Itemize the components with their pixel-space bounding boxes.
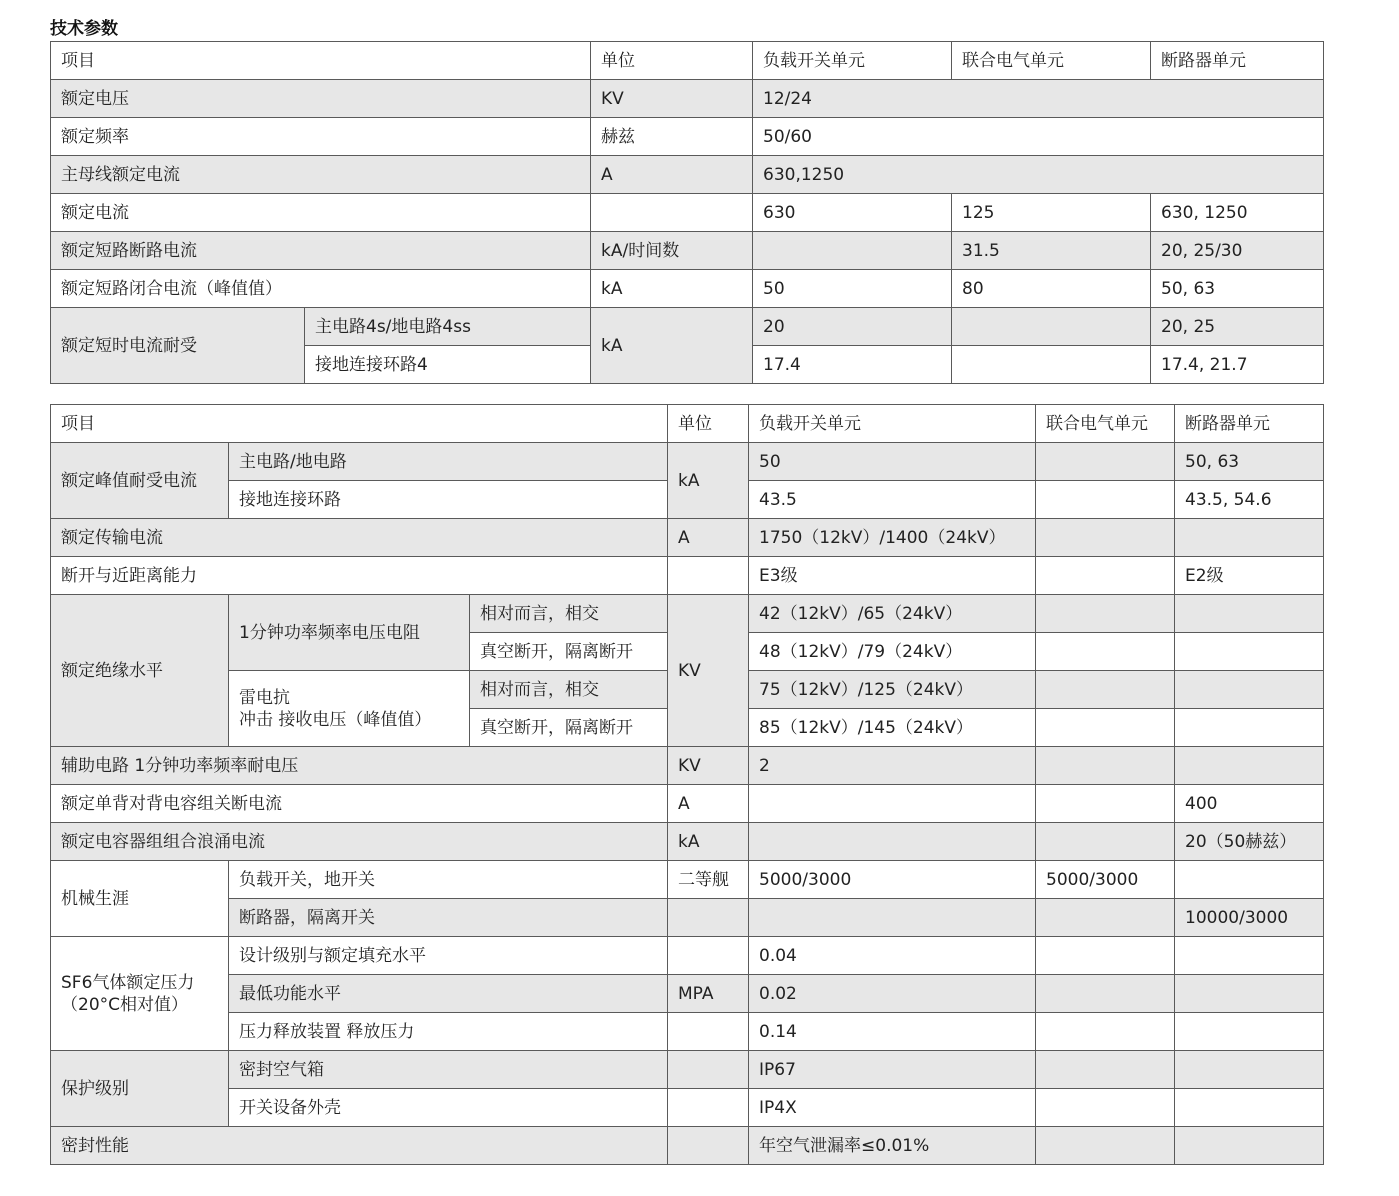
table-row [51,519,1324,557]
cell-combined [1036,1013,1175,1051]
cell-breaker [1175,747,1324,785]
row-unit [668,899,749,937]
cell-combined [1036,823,1175,861]
row-unit: KV [668,747,749,785]
table-row [51,557,1324,595]
table-row [51,118,1324,156]
cell-combined [1036,975,1175,1013]
row-label: 保护级别 [51,1051,229,1127]
row-unit: A [591,156,753,194]
cell-load-switch: 0.04 [749,937,1036,975]
cell-breaker [1175,1013,1324,1051]
header-combined: 联合电气单元 [952,42,1151,80]
cell-breaker: 10000/3000 [1175,899,1324,937]
row-label: 额定短路断路电流 [51,232,591,270]
row-sublabel: 设计级别与额定填充水平 [229,937,668,975]
row-unit: 二等舰 [668,861,749,899]
cell-load-switch: 85（12kV）/145（24kV） [749,709,1036,747]
row-sublabel: 压力释放装置 释放压力 [229,1013,668,1051]
row-unit: MPA [668,975,749,1013]
row-label: 断开与近距离能力 [51,557,668,595]
row-label: 额定单背对背电容组关断电流 [51,785,668,823]
cell-load-switch: 43.5 [749,481,1036,519]
header-item: 项目 [51,42,591,80]
cell-breaker [1175,975,1324,1013]
cell-combined [1036,481,1175,519]
row-label: 额定电容器组组合浪涌电流 [51,823,668,861]
cell-combined [1036,709,1175,747]
table-row [51,443,1324,481]
row-unit: kA [668,443,749,519]
row-sublabel: 密封空气箱 [229,1051,668,1089]
cell-load-switch: 17.4 [753,346,952,384]
row-label: 密封性能 [51,1127,668,1165]
row-subsublabel: 相对而言，相交 [470,595,668,633]
cell-load-switch: 50 [753,270,952,308]
cell-load-switch [749,823,1036,861]
cell-combined [1036,633,1175,671]
row-label: 主母线额定电流 [51,156,591,194]
cell-combined [1036,1127,1175,1165]
row-label: 额定电压 [51,80,591,118]
cell-breaker: 20（50赫兹） [1175,823,1324,861]
cell-combined: 80 [952,270,1151,308]
cell-breaker [1175,1089,1324,1127]
row-label: 额定峰值耐受电流 [51,443,229,519]
section-title: 技术参数 [50,19,118,39]
cell-combined [1036,899,1175,937]
cell-combined [1036,747,1175,785]
row-subsublabel: 真空断开，隔离断开 [470,709,668,747]
row-unit [668,1127,749,1165]
cell-combined [1036,595,1175,633]
row-label: 额定频率 [51,118,591,156]
row-label: 辅助电路 1分钟功率频率耐电压 [51,747,668,785]
row-value: 50/60 [753,118,1324,156]
cell-breaker: 400 [1175,785,1324,823]
cell-load-switch: 42（12kV）/65（24kV） [749,595,1036,633]
cell-load-switch: 1750（12kV）/1400（24kV） [749,519,1036,557]
row-label: 额定短时电流耐受 [51,308,305,384]
cell-load-switch [749,899,1036,937]
row-unit: KV [668,595,749,747]
cell-load-switch: 20 [753,308,952,346]
row-unit: KV [591,80,753,118]
table-row [51,899,1324,937]
cell-load-switch: 75（12kV）/125（24kV） [749,671,1036,709]
row-unit: A [668,785,749,823]
sublabel-line-2: 冲击 接收电压（峰值值） [239,709,432,730]
row-unit [668,1013,749,1051]
cell-breaker [1175,671,1324,709]
cell-combined [1036,519,1175,557]
table-row [51,747,1324,785]
row-unit: kA [668,823,749,861]
cell-breaker: 20, 25 [1151,308,1324,346]
row-sublabel [229,671,470,747]
cell-combined [1036,785,1175,823]
label-line-1: SF6气体额定压力 [61,972,195,993]
cell-breaker: 50, 63 [1175,443,1324,481]
cell-breaker [1175,1127,1324,1165]
spec-table-1 [50,41,1324,384]
row-sublabel: 最低功能水平 [229,975,668,1013]
row-sublabel: 断路器，隔离开关 [229,899,668,937]
cell-combined [952,308,1151,346]
row-unit: A [668,519,749,557]
cell-load-switch: E3级 [749,557,1036,595]
cell-combined [1036,443,1175,481]
cell-combined: 125 [952,194,1151,232]
cell-load-switch: 2 [749,747,1036,785]
table-row [51,975,1324,1013]
cell-load-switch: 630 [753,194,952,232]
table-row [51,1013,1324,1051]
row-label: 机械生涯 [51,861,229,937]
table-row [51,785,1324,823]
row-label: 额定短路闭合电流（峰值值） [51,270,591,308]
sublabel-line-1: 雷电抗 [239,687,290,708]
row-unit: 赫兹 [591,118,753,156]
cell-breaker [1175,709,1324,747]
row-label: 额定传输电流 [51,519,668,557]
row-sublabel: 主电路4s/地电路4ss [305,308,591,346]
row-label: 额定绝缘水平 [51,595,229,747]
cell-load-switch: 0.14 [749,1013,1036,1051]
row-unit: kA [591,270,753,308]
table-row [51,156,1324,194]
cell-breaker [1175,633,1324,671]
header-item: 项目 [51,405,668,443]
cell-load-switch: 48（12kV）/79（24kV） [749,633,1036,671]
cell-load-switch: IP4X [749,1089,1036,1127]
table-header-row [51,42,1324,80]
header-breaker: 断路器单元 [1151,42,1324,80]
cell-breaker: 630, 1250 [1151,194,1324,232]
cell-combined [1036,1051,1175,1089]
table-row [51,595,1324,633]
header-breaker: 断路器单元 [1175,405,1324,443]
label-line-2: （20°C相对值） [61,994,189,1015]
header-unit: 单位 [591,42,753,80]
cell-load-switch: 年空气泄漏率≤0.01% [749,1127,1036,1165]
cell-breaker: 20, 25/30 [1151,232,1324,270]
cell-combined: 31.5 [952,232,1151,270]
cell-combined [1036,671,1175,709]
cell-load-switch: 50 [749,443,1036,481]
row-unit [668,557,749,595]
row-sublabel: 接地连接环路4 [305,346,591,384]
cell-breaker: 43.5, 54.6 [1175,481,1324,519]
cell-load-switch: 5000/3000 [749,861,1036,899]
row-sublabel: 1分钟功率频率电压电阻 [229,595,470,671]
cell-combined [1036,1089,1175,1127]
row-unit [668,1051,749,1089]
cell-combined [1036,557,1175,595]
row-unit [668,937,749,975]
row-sublabel: 接地连接环路 [229,481,668,519]
row-value: 12/24 [753,80,1324,118]
row-value: 630,1250 [753,156,1324,194]
table-row [51,270,1324,308]
table-row [51,80,1324,118]
cell-load-switch [753,232,952,270]
cell-breaker: 17.4, 21.7 [1151,346,1324,384]
cell-breaker: E2级 [1175,557,1324,595]
cell-breaker [1175,937,1324,975]
row-sublabel: 开关设备外壳 [229,1089,668,1127]
row-unit: kA/时间数 [591,232,753,270]
cell-breaker [1175,519,1324,557]
row-unit: kA [591,308,753,384]
table-row [51,1051,1324,1089]
cell-combined [1036,937,1175,975]
table-row [51,232,1324,270]
header-unit: 单位 [668,405,749,443]
table-row [51,937,1324,975]
table-row [51,308,1324,346]
row-label [51,937,229,1051]
spec-table-2 [50,404,1324,1165]
header-load-switch: 负载开关单元 [753,42,952,80]
cell-combined [952,346,1151,384]
table-row [51,1089,1324,1127]
cell-combined: 5000/3000 [1036,861,1175,899]
table-row [51,194,1324,232]
row-sublabel: 负载开关，地开关 [229,861,668,899]
row-label: 额定电流 [51,194,591,232]
cell-load-switch [749,785,1036,823]
table-row [51,823,1324,861]
row-subsublabel: 相对而言，相交 [470,671,668,709]
table-row [51,1127,1324,1165]
cell-breaker [1175,1051,1324,1089]
table-row [51,861,1324,899]
cell-breaker [1175,861,1324,899]
row-unit [591,194,753,232]
header-load-switch: 负载开关单元 [749,405,1036,443]
cell-load-switch: IP67 [749,1051,1036,1089]
row-unit [668,1089,749,1127]
table-header-row [51,405,1324,443]
row-sublabel: 主电路/地电路 [229,443,668,481]
row-subsublabel: 真空断开，隔离断开 [470,633,668,671]
cell-breaker [1175,595,1324,633]
cell-breaker: 50, 63 [1151,270,1324,308]
header-combined: 联合电气单元 [1036,405,1175,443]
cell-load-switch: 0.02 [749,975,1036,1013]
